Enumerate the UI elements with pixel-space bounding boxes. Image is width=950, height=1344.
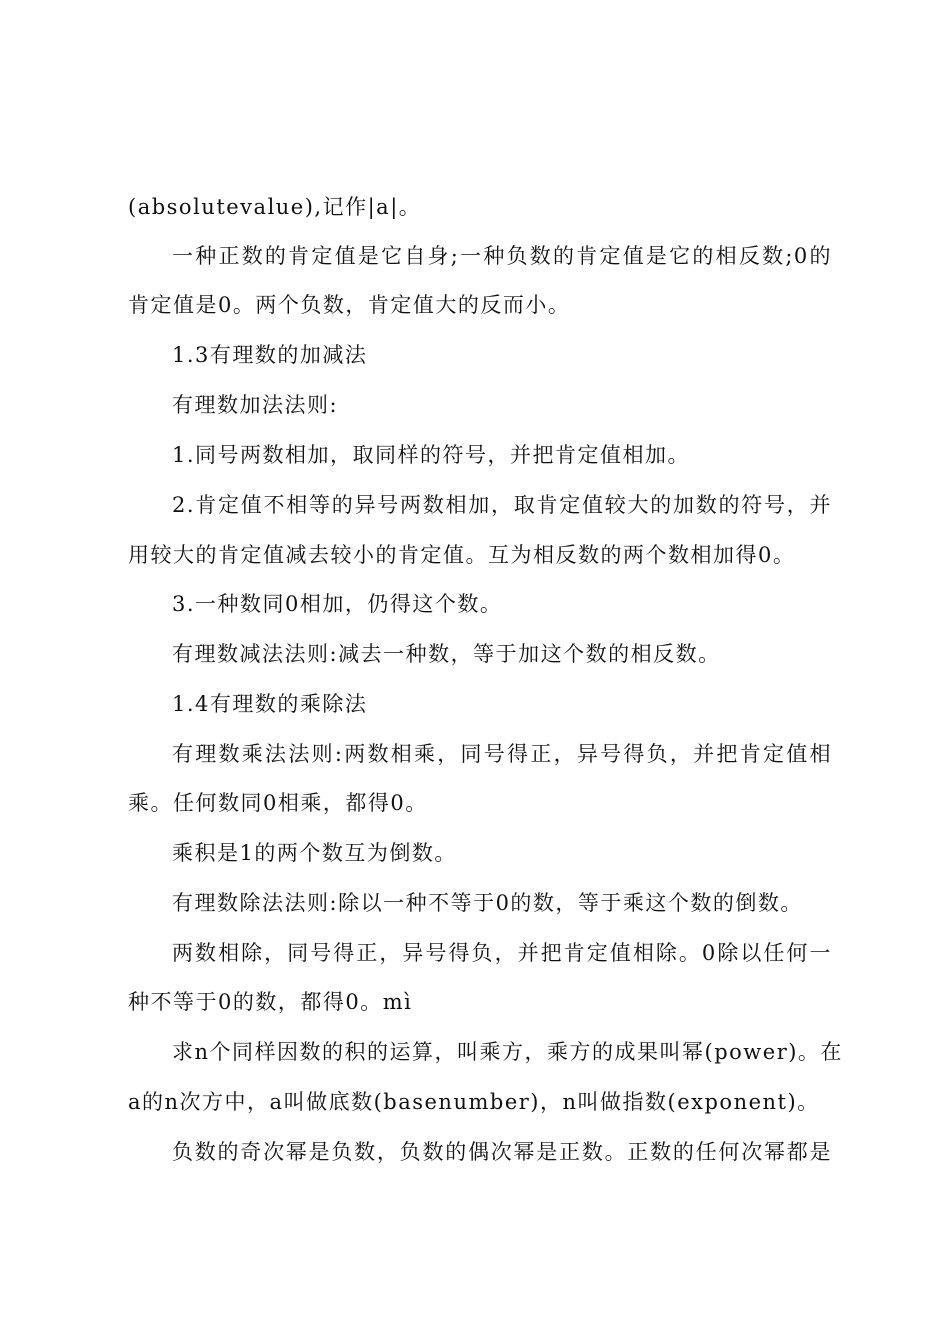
section-heading: 1.4有理数的乘除法: [172, 692, 368, 716]
text-line: 一种正数的肯定值是它自身;一种负数的肯定值是它的相反数;0的: [172, 244, 832, 268]
text-line: 3.一种数同0相加，仍得这个数。: [172, 592, 503, 616]
text-line: 1.同号两数相加，取同样的符号，并把肯定值相加。: [172, 443, 691, 467]
text-line: 乘。任何数同0相乘，都得0。: [128, 791, 428, 815]
text-line: 乘积是1的两个数互为倒数。: [172, 841, 457, 865]
text-line: 用较大的肯定值减去较小的肯定值。互为相反数的两个数相加得0。: [128, 543, 796, 567]
text-line: 有理数除法法则:除以一种不等于0的数，等于乘这个数的倒数。: [172, 891, 803, 915]
text-line: 求n个同样因数的积的运算，叫乘方，乘方的成果叫幂(power)。在: [172, 1040, 843, 1064]
text-line: 种不等于0的数，都得0。mì: [128, 990, 413, 1014]
section-heading: 1.3有理数的加减法: [172, 343, 368, 367]
text-line: 负数的奇次幂是负数，负数的偶次幂是正数。正数的任何次幂都是: [172, 1140, 832, 1164]
text-line: 2.肯定值不相等的异号两数相加，取肯定值较大的加数的符号，并: [172, 493, 832, 517]
text-line: 肯定值是0。两个负数，肯定值大的反而小。: [128, 293, 571, 317]
text-line: 两数相除，同号得正，异号得负，并把肯定值相除。0除以任何一: [172, 941, 832, 965]
text-line: (absolutevalue),记作|a|。: [128, 195, 422, 219]
text-line: 有理数加法法则:: [172, 393, 339, 417]
text-line: 有理数乘法法则:两数相乘，同号得正，异号得负，并把肯定值相: [172, 742, 832, 766]
text-line: a的n次方中，a叫做底数(basenumber)，n叫做指数(exponent)。: [128, 1090, 820, 1114]
text-line: 有理数减法法则:减去一种数，等于加这个数的相反数。: [172, 642, 721, 666]
